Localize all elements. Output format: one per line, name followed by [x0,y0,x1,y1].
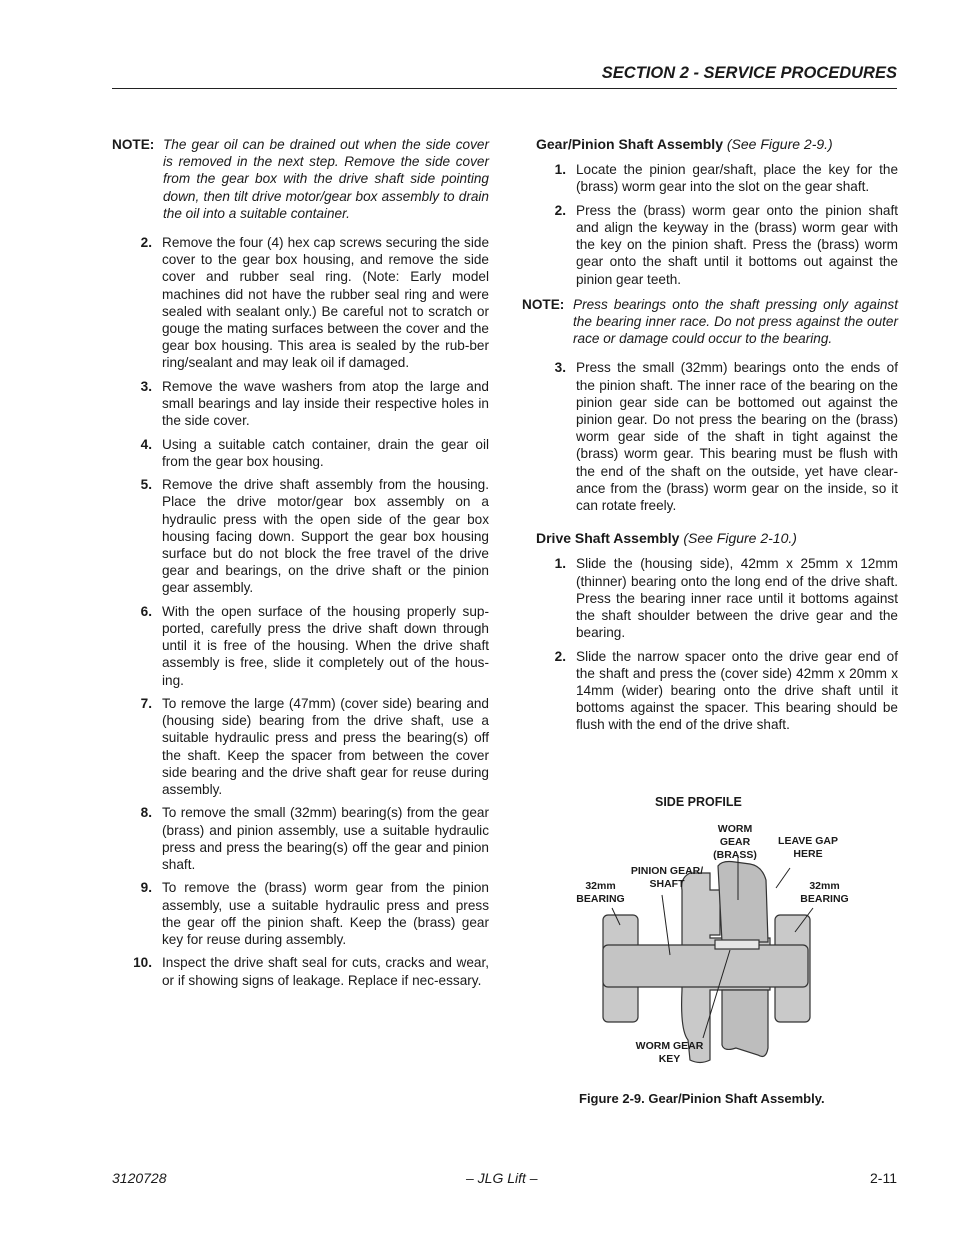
label-pinion-gear: PINION GEAR/ SHAFT [630,865,704,890]
list-item [112,695,489,798]
label-bearing-left: 32mm BEARING [576,880,625,905]
list-item [112,603,489,689]
step-text: Remove the four (4) hex cap screws securing the side cover to the gear box housing, and remove the side cover and rubber seal ring. (Note: Early model machines did not have the rubber seal ring and were sealed with sealant only.) Be careful not to scratch or gouge the mating surfaces between the cover and the gear box housing. This area is sealed by the rub-ber ring/sealant and may leak oil if damaged. [162,235,489,371]
right-column [522,136,898,740]
step-text: Press the small (32mm) bearings onto the ends of the pinion shaft. The inner race of the bearing on the pinion gear side can be bottomed out against the pinion gear. Do not press the bearing on the (brass) worm gear side of the shaft in tight against the (brass) worm gear. This bearing must be flush with the end of the shaft on the outside, yet have clear-ance from the (brass) worm gear on the inside, so it can rotate freely. [576,360,898,514]
list-item [522,161,898,195]
list-item [112,436,489,470]
step-number: 7. [140,696,152,712]
label-leave-gap: LEAVE GAP HERE [778,835,838,860]
step-text: To remove the (brass) worm gear from the pinion assembly, use a suitable hydraulic press and press the gear off the pinion shaft. Keep the (brass) gear key for reuse during assembly. [162,880,489,948]
gear-pinion-figure [540,790,880,1090]
step-number: 1. [554,556,566,572]
drive-shaft-heading [536,530,898,547]
gear-pinion-heading-title: Gear/Pinion Shaft Assembly [536,136,723,152]
step-number: 4. [140,436,152,452]
list-item [112,378,489,430]
list-item [522,202,898,288]
gear-steps-list [522,161,898,288]
step-text: Locate the pinion gear/shaft, place the key for the (brass) worm gear into the slot on the gear shaft. [576,162,898,195]
header-rule [112,88,897,89]
step-text: Slide the narrow spacer onto the drive gear end of the shaft and press the (cover side) 42mm x 20mm x 14mm (wider) bearing onto the drive shaft until it bottoms against the spacer. This bearing should be flush with the end of the drive shaft. [576,648,898,733]
note-tag: NOTE: [112,137,155,152]
step-text: With the open surface of the housing properly sup-ported, carefully press the drive shaft down through until it is free of the housing. When the drive shaft assembly is free, slide it completely out of the hous-ing. [162,603,489,688]
label-worm-key: WORM GEAR KEY [635,1040,704,1065]
page-number: 2-11 [870,1170,897,1186]
step-number: 9. [140,880,152,896]
list-item [112,954,489,988]
list-item [112,804,489,873]
note-bearings [522,296,898,348]
step-number: 1. [554,162,566,178]
step-number: 6. [140,603,152,619]
figure-caption: Figure 2-9. Gear/Pinion Shaft Assembly. [579,1091,825,1106]
note-tag: NOTE: [522,296,565,312]
figure-title: SIDE PROFILE [655,795,742,809]
step-text: To remove the small (32mm) bearing(s) from the gear (brass) and pinion assembly, use a suitable hydraulic press and press the bearing(s) off the gear and pinion shaft. [162,805,489,873]
step-number: 8. [140,805,152,821]
gear-pinion-heading [536,136,898,153]
section-header: SECTION 2 - SERVICE PROCEDURES [601,64,897,82]
left-steps-list [112,234,489,989]
step-text: Slide the (housing side), 42mm x 25mm x 12mm (thinner) bearing onto the long end of the drive shaft. Press the bearing inner race until it bottoms against the shaft shoulder between the drive gear and the bearing. [576,556,898,641]
step-number: 10. [133,955,152,971]
left-column [112,136,489,995]
step-number: 3. [140,378,152,394]
step-text: Remove the wave washers from atop the large and small bearings and lay inside their respective holes in the side cover. [162,378,489,429]
step-text: To remove the large (47mm) (cover side) bearing and (housing side) bearing from the drive shaft, use a suitable hydraulic press and press the bearing(s) off the shaft. Keep the spacer from between the cover side bearing and the drive shaft gear for reuse during assembly. [162,696,489,798]
step-text: Using a suitable catch container, drain the gear oil from the gear box housing. [162,436,489,469]
drive-shaft-heading-title: Drive Shaft Assembly [536,530,680,547]
label-bearing-right: 32mm BEARING [800,880,849,905]
footer-center: – JLG Lift – [466,1170,538,1186]
list-item [522,359,898,514]
note-text: Press bearings onto the shaft pressing only against the bearing inner race. Do not press against the outer race or damage could occur to the bearing. [573,296,898,347]
drive-steps-list [522,555,898,733]
step-number: 3. [554,360,566,376]
step-text: Inspect the drive shaft seal for cuts, cracks and wear, or if showing signs of leakage. Replace if nec-essary. [162,955,489,988]
worm-gear-lower-shape [722,990,768,1056]
gear-pinion-heading-ref: (See Figure 2-9.) [726,136,833,152]
worm-gear-shape [718,862,768,943]
shaft-shape [603,945,808,987]
step-number: 5. [140,477,152,493]
list-item [522,555,898,641]
step-text: Press the (brass) worm gear onto the pinion shaft and align the keyway in the (brass) worm gear with the key on the pinion shaft. Press the (brass) worm gear onto the shaft until it bottoms out against the pinion gear teeth. [576,202,898,287]
gear-steps-list-2 [522,359,898,514]
list-item [112,476,489,596]
leave-gap-leader [776,868,790,888]
worm-key-shape [715,940,759,949]
step-number: 2. [554,648,566,664]
note-text: The gear oil can be drained out when the side cover is removed in the next step. Remove the side cover from the gear box with the drive shaft side pointing down, then tilt drive motor/gear box assembly to drain the oil into a suitable container. [163,137,489,221]
list-item [522,648,898,734]
label-worm-gear: WORM GEAR (BRASS) [713,823,757,861]
step-text: Remove the drive shaft assembly from the housing. Place the drive motor/gear box assembly on a hydraulic press with the open side of the gear box housing facing down. Support the gear box housing surface but do not block the free travel of the drive gear and bearings, on the drive shaft or the pinion gear assembly. [162,477,489,596]
doc-number: 3120728 [112,1170,167,1186]
step-number: 2. [554,202,566,218]
note-gear-oil [112,136,489,222]
step-number: 2. [140,235,152,251]
list-item [112,879,489,948]
drive-shaft-heading-ref: (See Figure 2-10.) [683,530,797,547]
list-item [112,234,489,372]
